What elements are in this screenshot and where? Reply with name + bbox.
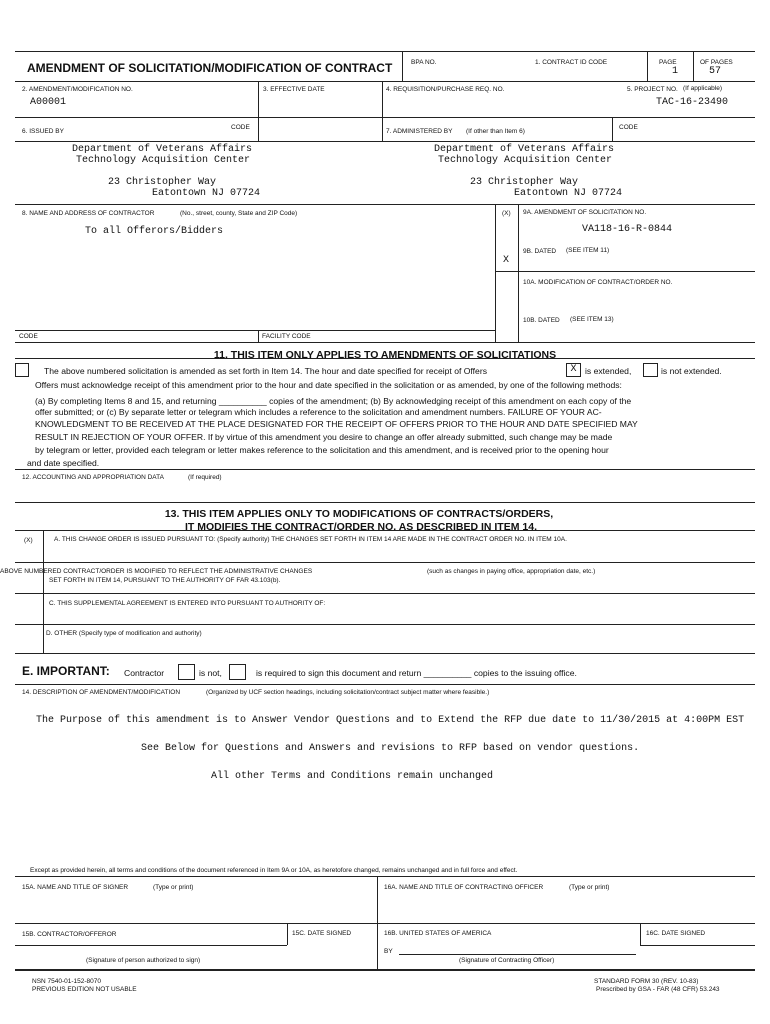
item13-title-line2: IT MODIFIES THE CONTRACT/ORDER NO. AS DESCRIBED IN ITEM 14. — [185, 521, 537, 533]
item13-option-b-line2: SET FORTH IN ITEM 14, PURSUANT TO THE AUTHORITY OF FAR 43.103(b). — [49, 577, 281, 584]
extended-x-mark: X — [570, 364, 577, 375]
contract-id-label: 1. CONTRACT ID CODE — [535, 59, 608, 66]
item13-option-c[interactable]: C. THIS SUPPLEMENTAL AGREEMENT IS ENTERED INTO PURSUANT TO AUTHORITY OF: — [49, 600, 326, 607]
previous-edition-text: PREVIOUS EDITION NOT USABLE — [32, 986, 137, 993]
dated-9b-hint: (SEE ITEM 11) — [566, 247, 610, 254]
date-signed-16c-label: 16C. DATE SIGNED — [646, 930, 706, 937]
not-extended-checkbox[interactable] — [643, 363, 658, 377]
solicitation-x-mark: X — [503, 255, 510, 266]
amendment-no-value: A00001 — [30, 97, 67, 108]
accounting-label: 12. ACCOUNTING AND APPROPRIATION DATA — [22, 474, 164, 481]
amendment-no-label: 2. AMENDMENT/MODIFICATION NO. — [22, 86, 133, 93]
officer-hint: (Type or print) — [569, 884, 610, 891]
dated-10b-hint: (SEE ITEM 13) — [570, 316, 614, 323]
project-no-hint: (If applicable) — [683, 85, 723, 92]
requisition-label: 4. REQUISITION/PURCHASE REQ. NO. — [386, 86, 505, 93]
issued-code-label: CODE — [231, 124, 250, 131]
item11-title: 11. THIS ITEM ONLY APPLIES TO AMENDMENTS OF SOLICITATIONS — [213, 349, 557, 361]
facility-code-label: FACILITY CODE — [262, 333, 311, 340]
important-contractor: Contractor — [124, 668, 165, 678]
signer-hint: (Type or print) — [153, 884, 194, 891]
signer-label: 15A. NAME AND TITLE OF SIGNER — [22, 884, 129, 891]
item13-title-line1: 13. THIS ITEM APPLIES ONLY TO MODIFICATIONS OF CONTRACTS/ORDERS, — [164, 508, 554, 520]
page-label: PAGE — [659, 59, 677, 66]
item11-line1: The above numbered solicitation is amended as set forth in Item 14. The hour and date specified for receipt of Offers — [44, 366, 487, 376]
solicitation-no-label: 9A. AMENDMENT OF SOLICITATION NO. — [523, 209, 647, 216]
contractor-hint: (No., street, county, State and ZIP Code) — [180, 210, 298, 217]
description-label: 14. DESCRIPTION OF AMENDMENT/MODIFICATION — [22, 689, 181, 696]
dated-10b-label: 10B. DATED — [523, 317, 560, 324]
admin-address-line: Eatontown NJ 07724 — [514, 188, 623, 199]
administered-by-label: 7. ADMINISTERED BY — [386, 128, 453, 135]
admin-address-line: Department of Veterans Affairs — [434, 144, 615, 155]
item11-method-line: (a) By completing Items 8 and 15, and returning __________ copies of the amendment; (b) By acknowledging receipt of this amendment on each copy of the — [35, 396, 632, 406]
contractor-value: To all Offerors/Bidders — [85, 226, 224, 237]
description-line: The Purpose of this amendment is to Answer Vendor Questions and to Extend the RFP due date to 11/30/2015 at 4:00PM EST — [36, 715, 745, 726]
item11-method-line: and date specified. — [27, 458, 100, 468]
issued-by-label: 6. ISSUED BY — [22, 128, 64, 135]
dated-9b-label: 9B. DATED — [523, 248, 557, 255]
item11-line2: Offers must acknowledge receipt of this amendment prior to the hour and date specified in the solicitation or as amended, by one of the following methods: — [35, 380, 622, 390]
admin-address-line: 23 Christopher Way — [470, 177, 579, 188]
except-text: Except as provided herein, all terms and conditions of the document referenced in Item 9A or 10A, as heretofore changed, remains unchanged and in full force and effect. — [30, 867, 518, 874]
effective-date-label: 3. EFFECTIVE DATE — [263, 86, 325, 93]
by-label: BY — [384, 948, 393, 955]
item11-method-line: RESULT IN REJECTION OF YOUR OFFER. If by virtue of this amendment you desire to change an offer already submitted, such change may be made — [35, 432, 613, 442]
important-label: E. IMPORTANT: — [22, 664, 110, 678]
is-not-label: is not, — [199, 668, 222, 678]
page-number: 1 — [672, 66, 679, 77]
standard-form-text: STANDARD FORM 30 (REV. 10-83) — [594, 978, 699, 985]
accounting-hint: (If required) — [188, 474, 222, 481]
item11-checkbox[interactable] — [15, 363, 29, 377]
description-line: All other Terms and Conditions remain unchanged — [211, 771, 494, 782]
signature-officer-hint: (Signature of Contracting Officer) — [459, 957, 555, 964]
item13-option-b-line1[interactable]: ABOVE NUMBERED CONTRACT/ORDER IS MODIFIED TO REFLECT THE ADMINISTRATIVE CHANGES — [0, 568, 313, 575]
description-line: See Below for Questions and Answers and revisions to RFP based on vendor questions. — [141, 743, 640, 754]
project-no-label: 5. PROJECT NO. — [627, 86, 678, 93]
x-column-header: (X) — [502, 210, 511, 217]
prescribed-text: Prescribed by GSA - FAR (48 CFR) 53.243 — [596, 986, 720, 993]
nsn-text: NSN 7540-01-152-8070 — [32, 978, 102, 985]
signature-person-hint: (Signature of person authorized to sign) — [86, 957, 201, 964]
issued-address-line: Department of Veterans Affairs — [72, 144, 253, 155]
item13-option-d[interactable]: D. OTHER (Specify type of modification and authority) — [46, 630, 202, 637]
form-title: AMENDMENT OF SOLICITATION/MODIFICATION OF CONTRACT — [27, 61, 393, 75]
not-extended-label: is not extended. — [661, 366, 722, 376]
administered-code-label: CODE — [619, 124, 638, 131]
item13-x-header: (X) — [24, 537, 33, 544]
solicitation-no-value: VA118-16-R-0844 — [582, 224, 673, 235]
issued-address-line: 23 Christopher Way — [108, 177, 217, 188]
contractor-offeror-label: 15B. CONTRACTOR/OFFEROR — [22, 931, 117, 938]
administered-by-hint: (If other than Item 6) — [466, 128, 525, 135]
date-signed-15c-label: 15C. DATE SIGNED — [292, 930, 352, 937]
extended-checkbox[interactable] — [566, 363, 581, 377]
admin-address-line: Technology Acquisition Center — [438, 155, 613, 166]
is-not-checkbox[interactable] — [178, 664, 195, 680]
item11-method-line: offer submitted; or (c) By separate letter or telegram which includes a reference to the solicitation and amendment numbers. FAILURE OF YOUR AC- — [35, 407, 602, 417]
total-pages: 57 — [709, 66, 722, 77]
contractor-label: 8. NAME AND ADDRESS OF CONTRACTOR — [22, 210, 155, 217]
extended-label: is extended, — [585, 366, 632, 376]
is-required-text: is required to sign this document and return __________ copies to the issuing office. — [256, 668, 577, 678]
item13-option-a[interactable]: A. THIS CHANGE ORDER IS ISSUED PURSUANT TO: (Specify authority) THE CHANGES SET FORTH IN ITEM 14 ARE MADE IN THE CONTRACT ORDER NO. IN ITEM 10A. — [54, 536, 567, 543]
issued-address-line: Technology Acquisition Center — [76, 155, 251, 166]
modification-no-label: 10A. MODIFICATION OF CONTRACT/ORDER NO. — [523, 279, 673, 286]
item13-option-b-hint: (such as changes in paying office, appropriation date, etc.) — [427, 568, 596, 575]
project-no-value: TAC-16-23490 — [656, 97, 729, 108]
of-pages-label: OF PAGES — [700, 59, 733, 66]
officer-label: 16A. NAME AND TITLE OF CONTRACTING OFFICER — [384, 884, 544, 891]
description-hint: (Organized by UCF section headings, including solicitation/contract subject matter where feasible.) — [206, 689, 490, 696]
bpa-label: BPA NO. — [411, 59, 437, 66]
item11-method-line: KNOWLEDGMENT TO BE RECEIVED AT THE PLACE DESIGNATED FOR THE RECEIPT OF OFFERS PRIOR TO THE HOUR AND DATE SPECIFIED MAY — [35, 419, 638, 429]
code-label: CODE — [19, 333, 38, 340]
united-states-label: 16B. UNITED STATES OF AMERICA — [384, 930, 492, 937]
issued-address-line: Eatontown NJ 07724 — [152, 188, 261, 199]
item11-method-line: by telegram or letter, provided each telegram or letter makes reference to the solicitation and this amendment, and is received prior to the opening hour — [35, 445, 609, 455]
is-required-checkbox[interactable] — [229, 664, 246, 680]
